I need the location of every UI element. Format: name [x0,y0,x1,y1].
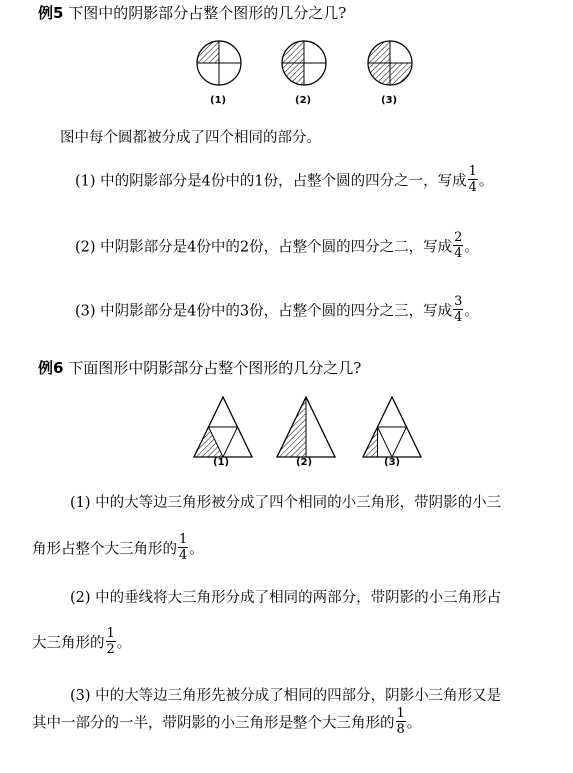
ex6-para-3-line-2: 其中一部分的一半，带阴影的小三角形是整个大三角形的 $\frac{1}{8}$ 。 [32,706,422,737]
fraction-1-4: $\frac{1}{4}$ [468,164,477,195]
circle-figure-2 [279,38,329,88]
triangle-1-shaded [194,427,223,457]
circle-3-label: (3) [381,95,398,106]
ex5-item-3: (3) 中阴影部分是4份中的3份，占整个圆的四分之三，写成 $\frac{3}{4}$ 。 [75,294,479,325]
circle-2-label: (2) [295,95,312,106]
ex6-para-3-line-1: (3) 中的大等边三角形先被分成了相同的四部分，阴影小三角形又是 [70,688,502,704]
triangle-figure-1 [192,393,254,459]
fraction-1-2: $\frac{1}{2}$ [106,626,115,657]
ex6-para-1-line-2: 角形占整个大三角形的 $\frac{1}{4}$ 。 [32,532,204,563]
triangle-figure-2 [275,393,337,459]
ex5-item-2: (2) 中阴影部分是4份中的2份，占整个圆的四分之二，写成 $\frac{2}{4}$ 。 [75,230,479,261]
fraction-1-4-b: $\frac{1}{4}$ [179,532,188,563]
ex5-title [38,2,346,23]
ex6-label: 例6 [38,359,64,377]
fraction-3-4: $\frac{3}{4}$ [454,294,463,325]
ex6-question: 下面图形中阴影部分占整个图形的几分之几? [68,359,362,377]
ex6-para-1-line-1: (1) 中的大等边三角形被分成了四个相同的小三角形，带阴影的小三 [70,495,502,511]
triangle-1-label: (1) [213,457,230,468]
circle-1-label: (1) [210,95,227,106]
ex5-question: 下图中的阴影部分占整个图形的几分之几? [68,4,347,22]
circle-figure-1 [194,38,244,88]
fraction-2-4: $\frac{2}{4}$ [454,230,463,261]
ex5-item-1: (1) 中的阴影部分是4份中的1份，占整个圆的四分之一，写成 $\frac{1}{4}$ 。 [75,164,494,195]
ex6-title [38,357,361,378]
circle-figure-3 [365,38,415,88]
ex6-para-2-line-2: 大三角形的 $\frac{1}{2}$ 。 [32,626,132,657]
triangle-figure-3 [361,393,423,459]
ex5-label: 例5 [38,4,64,22]
ex5-item-3-text: (3) 中阴影部分是4份中的3份，占整个圆的四分之三，写成 [75,303,453,320]
ex5-item-1-text: (1) 中的阴影部分是4份中的1份，占整个圆的四分之一，写成 [75,173,467,190]
triangle-3-label: (3) [384,457,401,468]
ex5-intro: 图中每个圆都被分成了四个相同的部分。 [60,130,321,146]
triangle-2-label: (2) [296,457,313,468]
ex5-item-2-text: (2) 中阴影部分是4份中的2份，占整个圆的四分之二，写成 [75,239,453,256]
fraction-1-8: $\frac{1}{8}$ [396,706,405,737]
ex6-para-2-line-1: (2) 中的垂线将大三角形分成了相同的两部分，带阴影的小三角形占 [70,590,502,606]
